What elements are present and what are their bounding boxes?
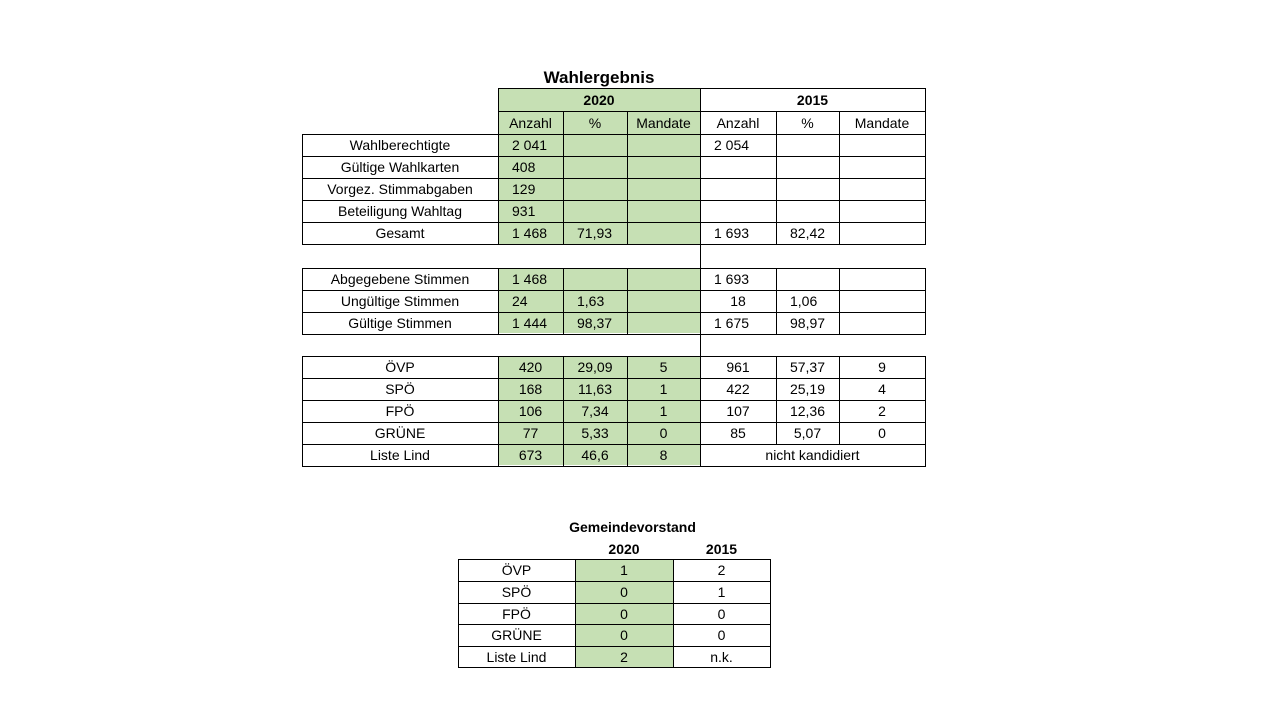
value-2020: 5 [659, 359, 668, 375]
value-2015: 107 [726, 403, 750, 419]
board-year-2020: 2020 [608, 540, 640, 557]
grid-line [302, 334, 926, 335]
value-2015: 18 [730, 293, 746, 309]
value-2015 [776, 268, 839, 290]
value-2020 [627, 222, 700, 244]
value-2015: 25,19 [789, 381, 826, 397]
value-2020: 71,93 [577, 225, 613, 241]
value-2020 [627, 156, 700, 178]
value-2015 [839, 222, 925, 244]
grid-line [925, 268, 926, 335]
board-value-2020: 0 [620, 605, 628, 622]
year-2020-header: 2020 [583, 91, 615, 108]
value-2015-merged: nicht kandidiert [765, 447, 860, 463]
row-label: GRÜNE [374, 425, 426, 441]
board-row-label: SPÖ [501, 584, 532, 600]
board-value-2015: 0 [717, 627, 726, 643]
value-2020 [563, 134, 627, 156]
board-year-2015: 2015 [705, 540, 738, 557]
board-row-label: FPÖ [502, 605, 531, 622]
page-title: Wahlergebnis [543, 67, 655, 87]
board-title: Gemeindevorstand [569, 519, 696, 535]
value-2015 [839, 134, 925, 156]
row-label: Beteiligung Wahltag [337, 203, 462, 219]
row-label: ÖVP [385, 359, 415, 375]
grid-line [925, 356, 926, 467]
grid-line [458, 667, 771, 668]
value-2020: 1 444 [512, 315, 548, 331]
grid-line [302, 244, 926, 245]
value-2015 [700, 200, 776, 222]
value-2020: 29,09 [577, 359, 613, 375]
value-2015: 4 [878, 381, 886, 397]
value-2015 [839, 312, 925, 334]
column-header: Anzahl [716, 114, 760, 131]
value-2020: 673 [518, 447, 543, 463]
value-2020: 46,6 [581, 447, 609, 463]
year-2015-header: 2015 [796, 91, 829, 108]
value-2015: 422 [726, 381, 750, 397]
value-2015 [839, 268, 925, 290]
value-2020: 0 [659, 425, 668, 441]
value-2020: 5,33 [581, 425, 609, 441]
column-header: % [588, 114, 602, 131]
value-2015: 57,37 [789, 359, 826, 375]
value-2015: 85 [730, 425, 746, 441]
row-label: Liste Lind [370, 447, 430, 463]
grid-line [925, 88, 926, 135]
board-value-2020: 1 [620, 562, 628, 578]
value-2015: 2 [878, 403, 886, 419]
column-header: Mandate [636, 114, 691, 131]
column-header: Anzahl [509, 114, 552, 131]
value-2020 [627, 200, 700, 222]
value-2020: 8 [659, 447, 668, 463]
grid-line [770, 559, 771, 668]
board-value-2015: 1 [717, 584, 726, 600]
value-2015: 98,97 [790, 315, 826, 331]
value-2020: 7,34 [581, 403, 609, 419]
column-header: % [801, 114, 814, 131]
grid-line [302, 466, 926, 467]
value-2015 [776, 156, 839, 178]
value-2020: 420 [518, 359, 543, 375]
row-label: FPÖ [385, 403, 415, 419]
row-label: SPÖ [385, 381, 415, 397]
value-2015 [776, 134, 839, 156]
value-2020: 1 [659, 381, 668, 397]
value-2020: 2 041 [512, 137, 548, 153]
value-2020 [627, 134, 700, 156]
value-2015 [839, 156, 925, 178]
value-2020: 1 [659, 403, 668, 419]
row-label: Ungültige Stimmen [340, 293, 460, 309]
value-2015: 5,07 [793, 425, 822, 441]
value-2020: 1 468 [512, 271, 548, 287]
value-2020: 129 [512, 181, 536, 197]
value-2020: 106 [518, 403, 543, 419]
value-2020: 77 [522, 425, 539, 441]
value-2020 [563, 178, 627, 200]
value-2015 [839, 200, 925, 222]
value-2015: 0 [878, 425, 886, 441]
value-2020 [627, 312, 700, 334]
value-2015: 961 [726, 359, 750, 375]
value-2015: 82,42 [790, 225, 826, 241]
value-2015 [700, 178, 776, 200]
row-label: Abgegebene Stimmen [330, 271, 470, 287]
value-2020 [563, 200, 627, 222]
grid-line [925, 134, 926, 245]
value-2015: 9 [878, 359, 886, 375]
value-2015: 2 054 [714, 137, 750, 153]
row-label: Gültige Stimmen [348, 315, 452, 331]
value-2020: 408 [512, 159, 536, 175]
board-value-2015: 2 [717, 562, 726, 578]
board-value-2020: 2 [620, 648, 628, 665]
value-2015 [700, 156, 776, 178]
value-2015: 1 675 [714, 315, 750, 331]
board-value-2020: 0 [620, 584, 628, 600]
row-label: Vorgez. Stimmabgaben [327, 181, 473, 197]
board-row-label: GRÜNE [491, 627, 542, 643]
row-label: Wahlberechtigte [349, 137, 451, 153]
value-2020 [627, 268, 700, 290]
column-header: Mandate [854, 114, 910, 131]
grid-line [700, 244, 701, 269]
value-2020: 11,63 [578, 381, 612, 397]
row-label: Gültige Wahlkarten [340, 159, 460, 175]
value-2020: 931 [512, 203, 536, 219]
value-2020 [627, 178, 700, 200]
value-2020 [563, 156, 627, 178]
value-2015: 12,36 [789, 403, 826, 419]
value-2020: 1 468 [512, 225, 548, 241]
grid-line [700, 333, 701, 357]
value-2020: 98,37 [577, 315, 613, 331]
value-2015: 1 693 [714, 271, 750, 287]
value-2020: 24 [512, 293, 528, 309]
row-label: Gesamt [375, 225, 425, 241]
value-2020: 1,63 [577, 293, 605, 309]
value-2015 [776, 178, 839, 200]
value-2015 [839, 178, 925, 200]
board-value-2015: 0 [717, 605, 726, 622]
value-2015 [776, 200, 839, 222]
board-row-label: Liste Lind [486, 648, 547, 665]
value-2020 [627, 290, 700, 312]
board-row-label: ÖVP [501, 562, 532, 578]
value-2015 [839, 290, 925, 312]
value-2020 [563, 268, 627, 290]
value-2015: 1 693 [714, 225, 750, 241]
board-value-2020: 0 [620, 627, 628, 643]
value-2015: 1,06 [790, 293, 818, 309]
value-2020: 168 [518, 381, 543, 397]
board-value-2015: n.k. [710, 648, 733, 665]
